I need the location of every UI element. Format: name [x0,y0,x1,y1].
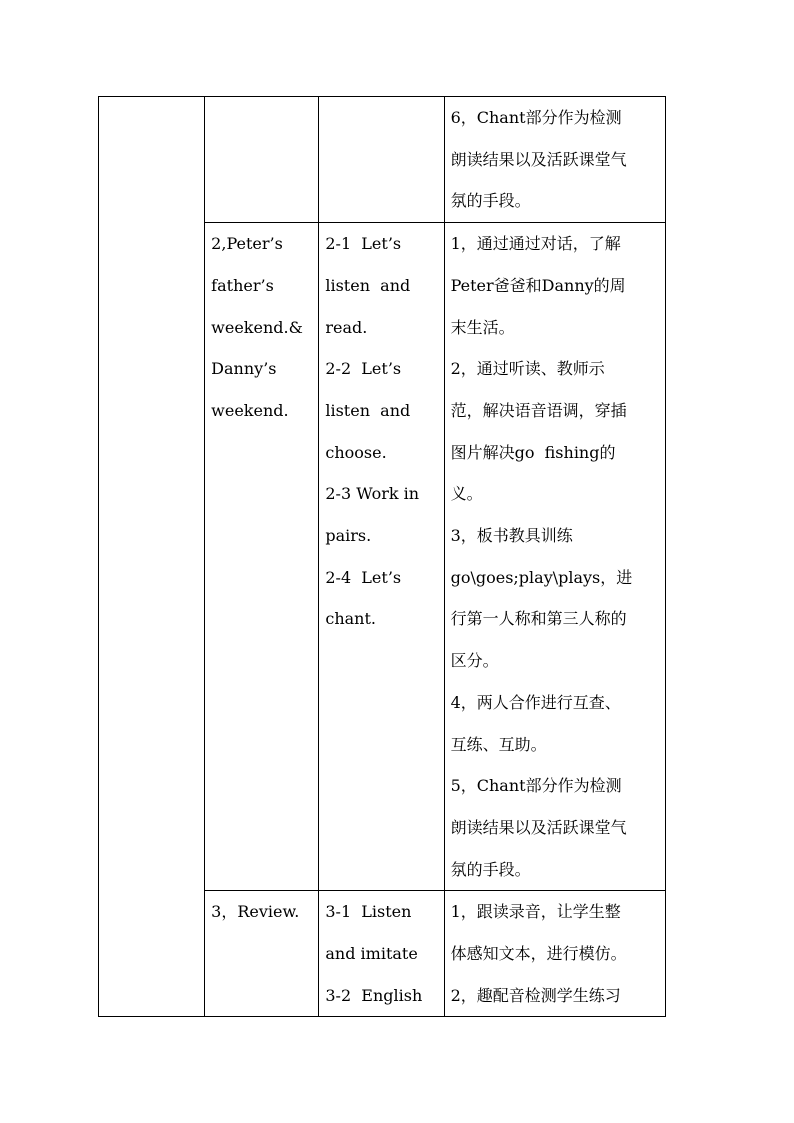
purpose-line: 范，解决语音语调，穿插 [450,400,627,420]
purpose-cell [444,223,665,891]
step-line: listen and [325,400,411,420]
purpose-cell [444,891,665,1017]
step-line: choose. [325,442,387,462]
step-line: 3-1 Listen [325,902,412,922]
activity-line: father’s [211,275,274,295]
purpose-line: 末生活。 [450,317,515,337]
activity-line: Danny’s [211,359,277,379]
activity-line: weekend. [211,400,289,420]
purpose-line: 朗读结果以及活跃课堂气 [450,149,627,169]
purpose-line: go\goes;play\plays，进 [450,567,633,587]
purpose-line: 区分。 [450,651,499,671]
activity-line: 3，Review. [211,902,300,922]
steps-cell [319,891,444,1017]
purpose-line: 行第一人称和第三人称的 [450,609,627,629]
steps-cell [319,97,444,223]
purpose-line: 1，跟读录音，让学生整 [450,902,621,922]
step-line: 2-2 Let’s [325,359,402,379]
purpose-line: 6，Chant部分作为检测 [450,108,622,127]
step-line: 2-4 Let’s [325,567,402,587]
purpose-line: 氛的手段。 [450,191,531,211]
step-line: 2-1 Let’s [325,234,402,254]
table-row [99,97,666,223]
purpose-line: 朗读结果以及活跃课堂气 [450,817,627,837]
purpose-line: 2，趣配音检测学生练习 [450,985,621,1005]
activity-line: 2,Peter’s [211,234,283,254]
step-line: listen and [325,275,411,295]
purpose-line: Peter爸爸和Danny的周 [450,275,626,295]
activity-cell [205,891,319,1017]
step-line: chant. [325,609,376,629]
step-line: read. [325,317,368,337]
step-line: and imitate [325,944,418,964]
activity-cell [205,223,319,891]
lesson-plan-table [98,96,666,1017]
stage-cell [99,97,205,1017]
step-line: pairs. [325,526,372,546]
activity-cell [205,97,319,223]
activity-line: weekend.& [211,317,303,337]
purpose-line: 1，通过通过对话，了解 [450,234,621,254]
purpose-line: 4，两人合作进行互查、 [450,692,621,712]
purpose-line: 2，通过听读、教师示 [450,359,605,379]
purpose-line: 氛的手段。 [450,859,531,879]
purpose-line: 图片解决go fishing的 [450,442,616,462]
step-line: 2-3 Work in [325,484,420,504]
purpose-line: 3，板书教具训练 [450,526,573,546]
steps-cell [319,223,444,891]
purpose-line: 5，Chant部分作为检测 [450,776,622,796]
purpose-line: 体感知文本，进行模仿。 [450,944,627,964]
step-line: 3-2 English [325,985,423,1005]
purpose-line: 互练、互助。 [450,734,547,754]
purpose-line: 义。 [450,484,483,504]
purpose-cell [444,97,665,223]
